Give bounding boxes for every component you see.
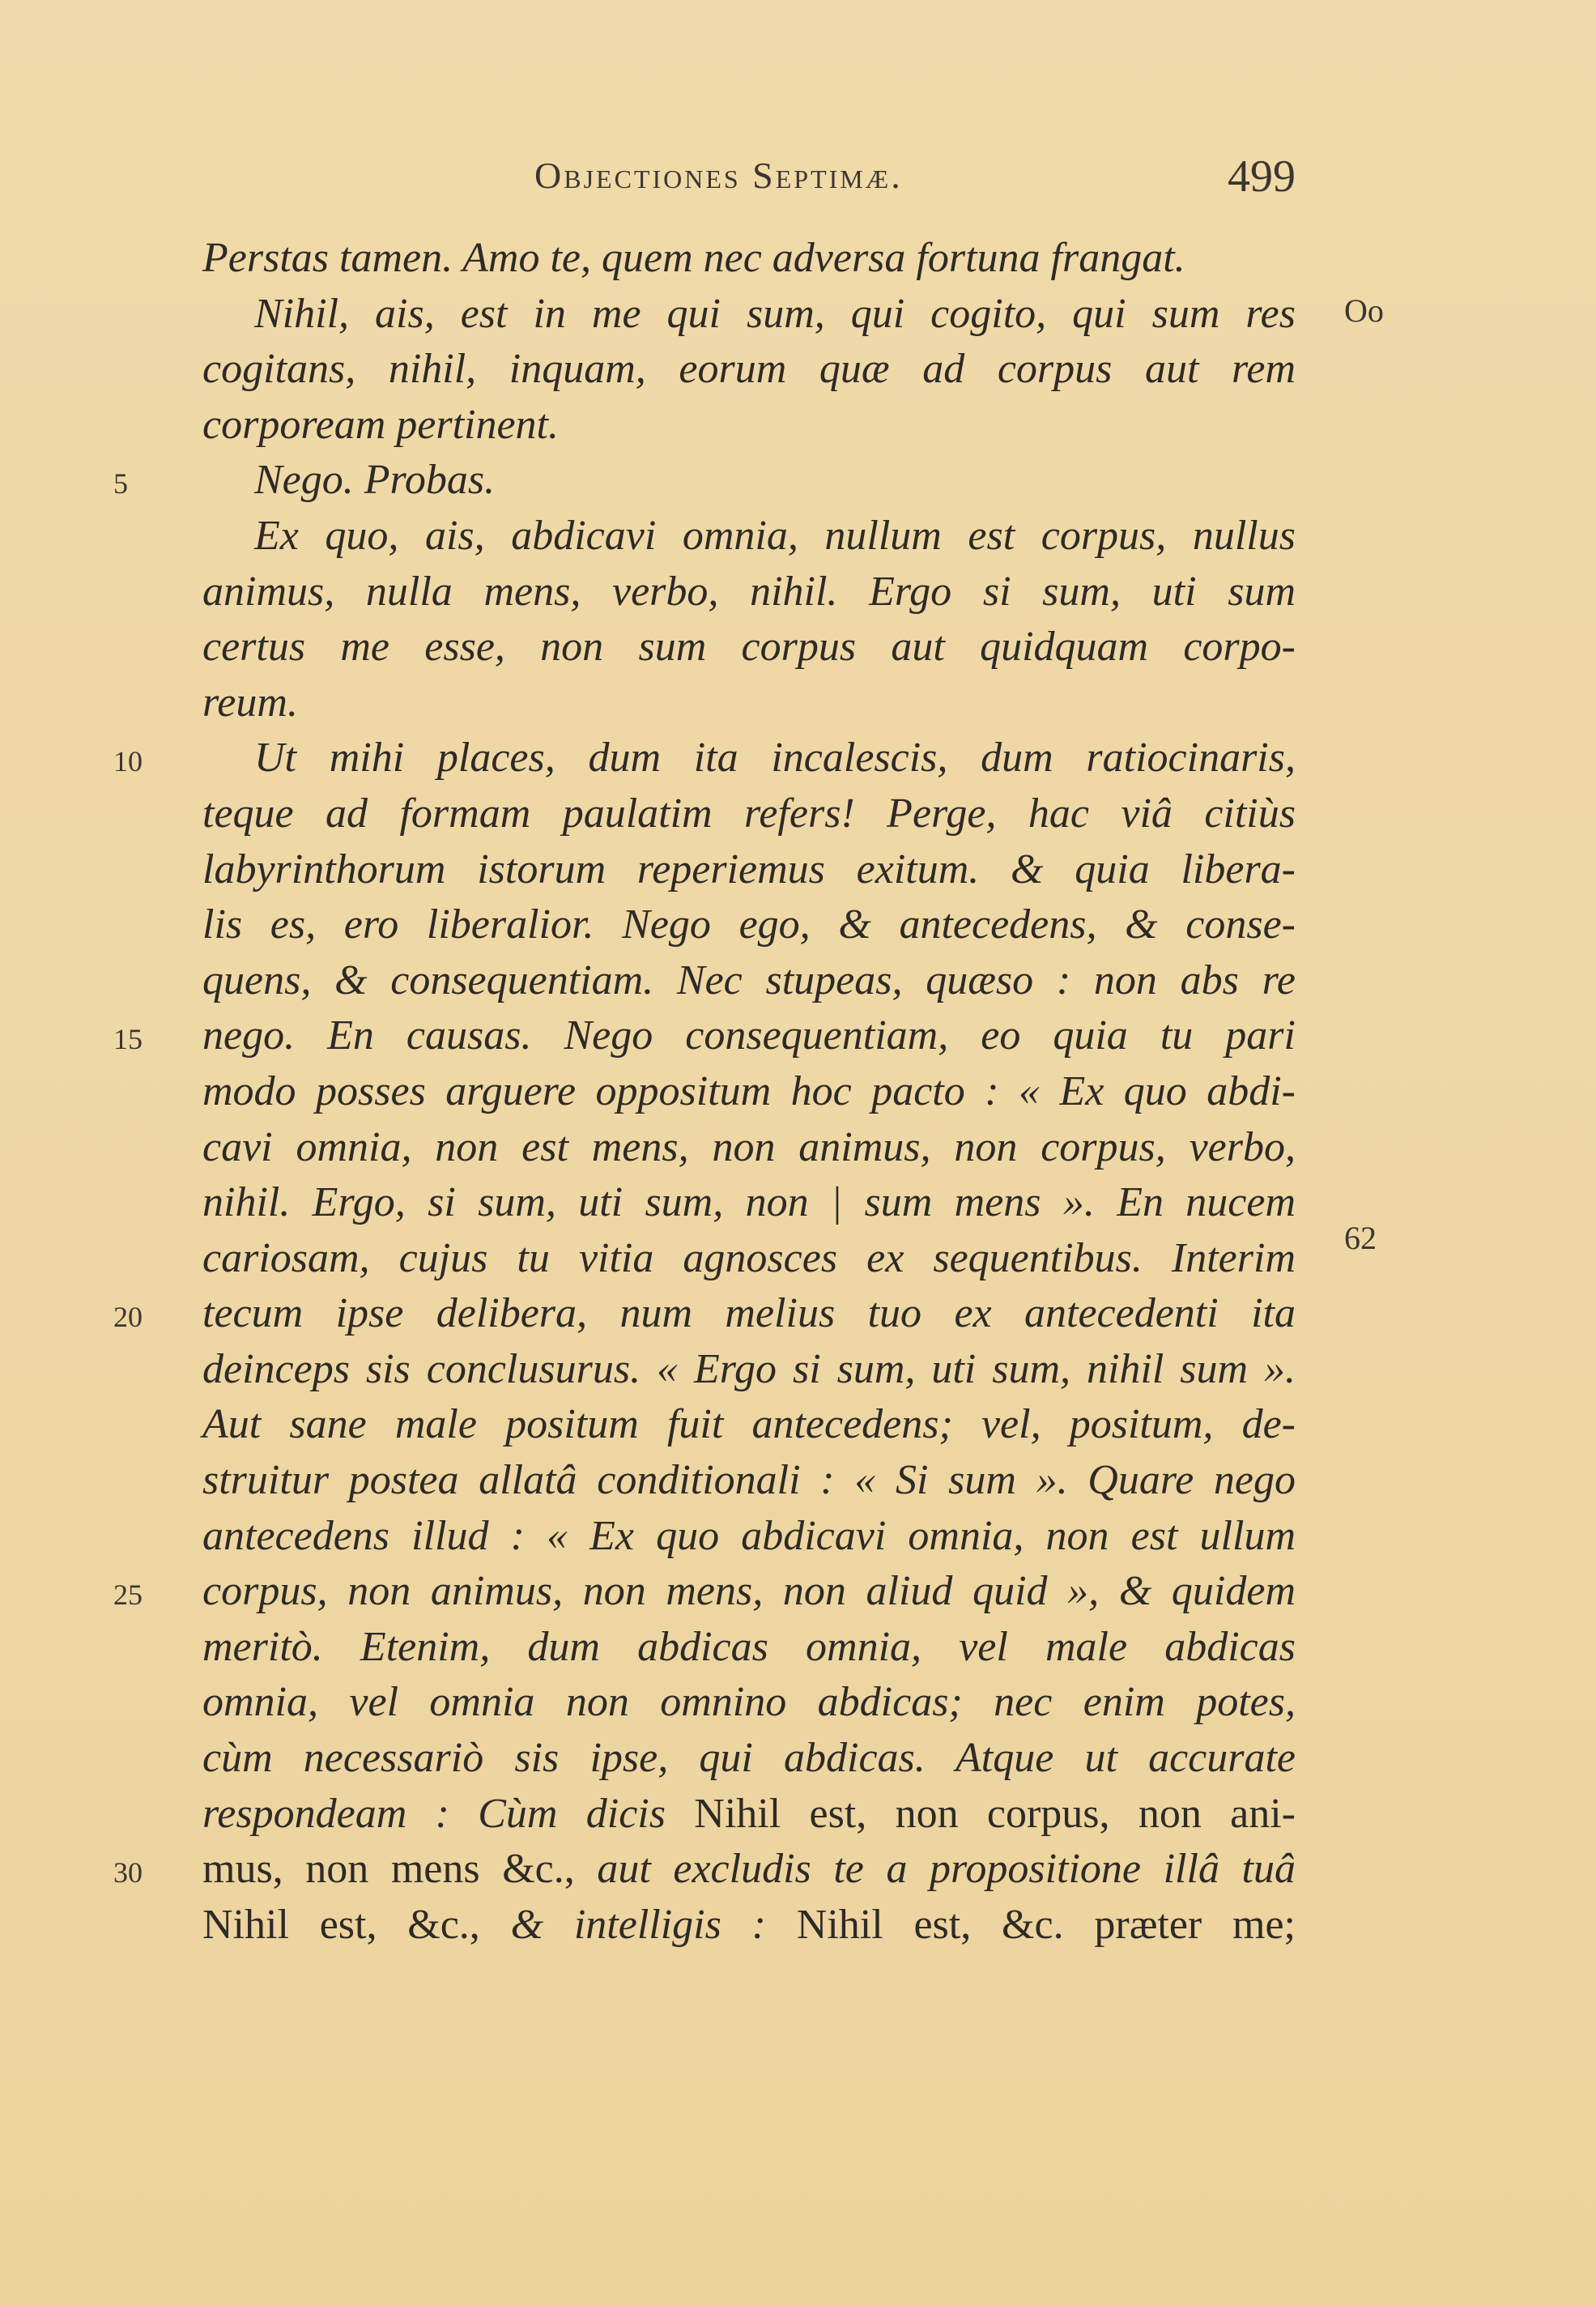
text-line xyxy=(202,1787,1296,1843)
line-number-5: 5 xyxy=(113,467,128,500)
text-line: Aut sane male positum fuit antecedens; vel, positum, de- xyxy=(202,1401,1296,1448)
line-number-20: 20 xyxy=(113,1301,143,1333)
page-number: 499 xyxy=(1228,151,1296,202)
text-segment-italic: respondeam : Cùm dicis xyxy=(202,1790,695,1837)
text-line: animus, nulla mens, verbo, nihil. Ergo si sum, uti sum xyxy=(202,568,1296,615)
text-segment-roman: Nihil est, non corpus, non ani- xyxy=(694,1790,1296,1837)
text-segment-roman: Nihil est, &c., xyxy=(202,1901,480,1948)
text-line: cavi omnia, non est mens, non animus, non corpus, verbo, xyxy=(202,1123,1296,1170)
text-segment-italic: & intelligis : xyxy=(479,1901,797,1948)
text-line: reum. xyxy=(202,679,298,726)
text-line: Ex quo, ais, abdicavi omnia, nullum est corpus, nullus xyxy=(254,512,1296,559)
text-segment-roman: mus, non mens &c., xyxy=(202,1846,575,1893)
margin-note-page-ref: 62 xyxy=(1344,1220,1377,1256)
body-text xyxy=(202,231,1296,1953)
text-line: cariosam, cujus tu vitia agnosces ex sequentibus. Interim xyxy=(202,1234,1296,1281)
page-header xyxy=(202,146,1296,211)
line-number-25: 25 xyxy=(113,1579,143,1611)
text-line: corpus, non animus, non mens, non aliud quid », & quidem xyxy=(202,1568,1296,1615)
text-line: omnia, vel omnia non omnino abdicas; nec enim potes, xyxy=(202,1679,1296,1726)
text-line: nihil. Ergo, si sum, uti sum, non | sum mens ». En nucem xyxy=(202,1179,1296,1226)
line-number-15: 15 xyxy=(113,1023,143,1055)
text-line: deinceps sis conclusurus. « Ergo si sum, uti sum, nihil sum ». xyxy=(202,1345,1296,1392)
text-line xyxy=(202,1842,1296,1898)
line-number-10: 10 xyxy=(113,745,143,778)
text-line: antecedens illud : « Ex quo abdicavi omnia, non est ullum xyxy=(202,1512,1296,1559)
text-line: struitur postea allatâ conditionali : « Si sum ». Quare nego xyxy=(202,1457,1296,1504)
text-line: quens, & consequentiam. Nec stupeas, quæso : non abs re xyxy=(202,957,1296,1003)
text-line xyxy=(202,1898,1296,1953)
running-title: Objectiones Septimæ. xyxy=(534,155,903,196)
text-line: corpoream pertinent. xyxy=(202,401,559,448)
text-line: Nihil, ais, est in me qui sum, qui cogito, qui sum res xyxy=(254,290,1296,337)
text-segment-roman: Nihil est, &c. præter me; xyxy=(796,1901,1296,1948)
text-line: teque ad formam paulatim refers! Perge, hac viâ citiùs xyxy=(202,790,1296,837)
text-line: Perstas tamen. Amo te, quem nec adversa fortuna frangat. xyxy=(202,235,1185,281)
text-segment-italic: aut excludis te a propositione illâ tuâ xyxy=(574,1846,1296,1893)
line-number-30: 30 xyxy=(113,1856,143,1889)
text-line: Ut mihi places, dum ita incalescis, dum ratiocinaris, xyxy=(254,735,1296,782)
text-line: certus me esse, non sum corpus aut quidquam corpo- xyxy=(202,624,1296,671)
text-line: cùm necessariò sis ipse, qui abdicas. Atque ut accurate xyxy=(202,1735,1296,1782)
text-line: labyrinthorum istorum reperiemus exitum. & quia libera- xyxy=(202,846,1296,893)
margin-note-top: Oo xyxy=(1344,292,1384,329)
text-line: lis es, ero liberalior. Nego ego, & antecedens, & conse- xyxy=(202,901,1296,948)
text-line: Nego. Probas. xyxy=(254,457,496,504)
text-line: meritò. Etenim, dum abdicas omnia, vel male abdicas xyxy=(202,1623,1296,1670)
text-line: cogitans, nihil, inquam, eorum quæ ad corpus aut rem xyxy=(202,346,1296,393)
text-line: tecum ipse delibera, num melius tuo ex antecedenti ita xyxy=(202,1290,1296,1337)
text-line: nego. En causas. Nego consequentiam, eo quia tu pari xyxy=(202,1012,1296,1059)
text-line: modo posses arguere oppositum hoc pacto : « Ex quo abdi- xyxy=(202,1067,1296,1114)
